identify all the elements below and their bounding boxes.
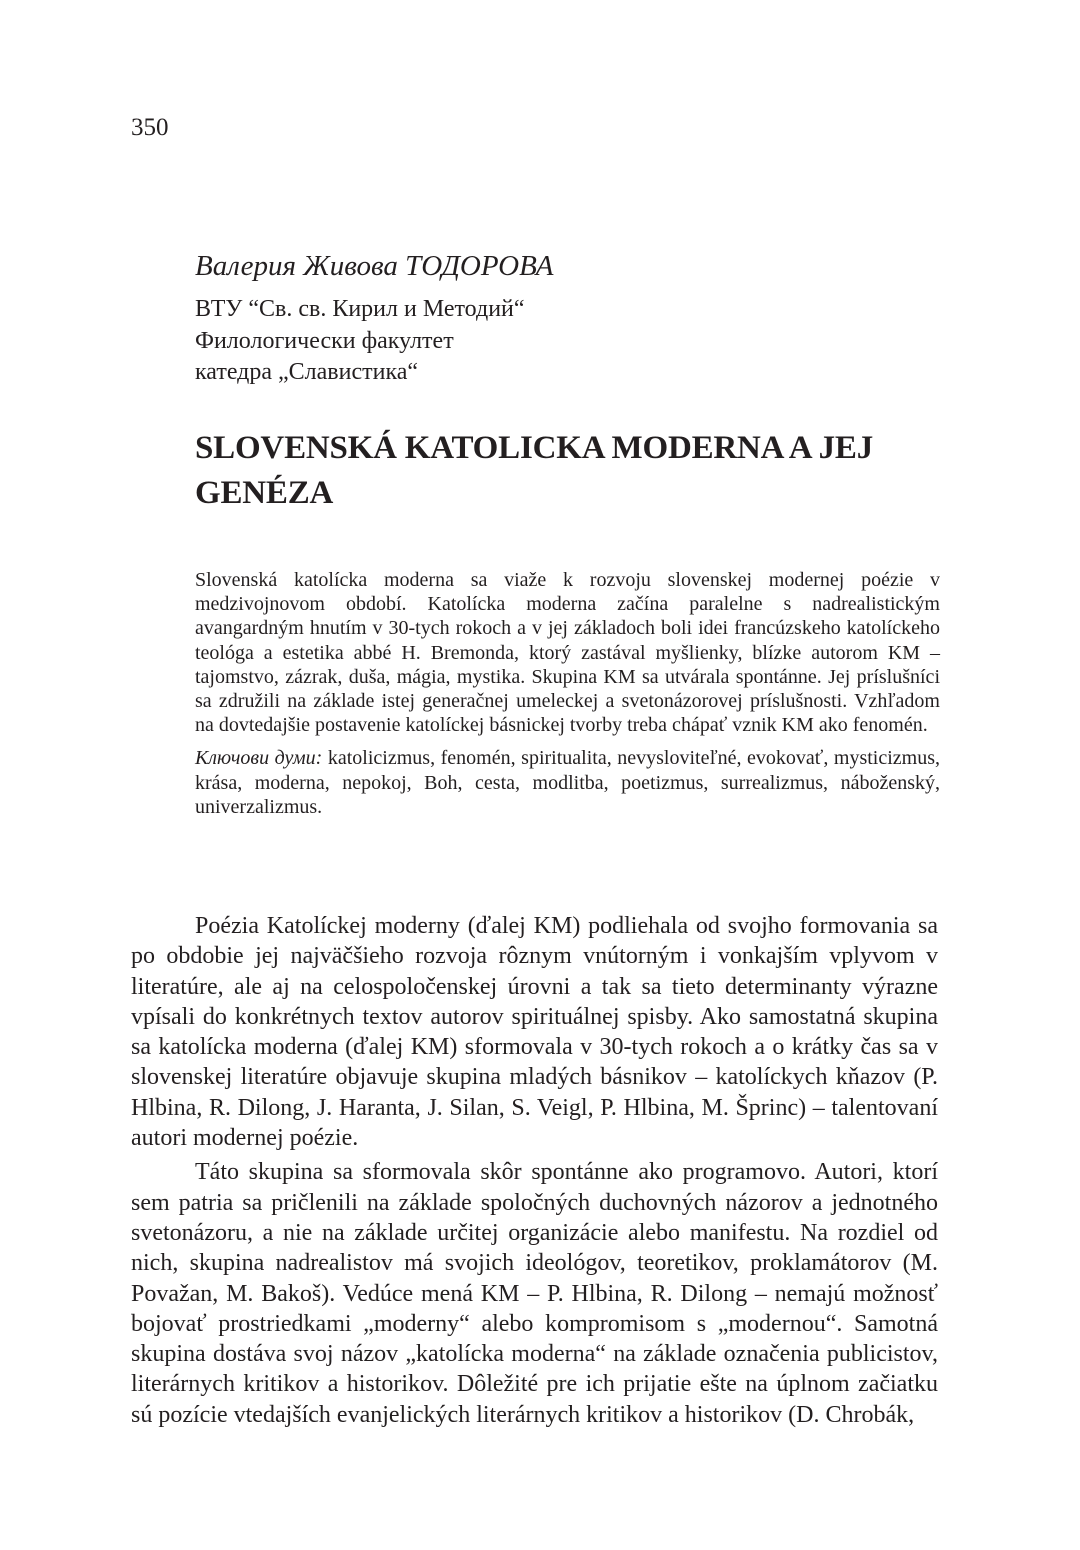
article-title: SLOVENSKÁ KATOLICKA MODERNA A JEJ GENÉZA (195, 429, 873, 511)
keywords-label: Ключови думи: (195, 747, 323, 770)
article-header (195, 248, 940, 516)
body-paragraph-1: Poézia Katolíckej moderny (ďalej KM) podliehala od svojho formovania sa po obdobie jej najväčšieho rozvoja rôznym vnútorným i vonkajším vplyvom v literatúre, ale aj na celospoločenskej úrovni a tak sa tieto determinanty výrazne vpísali do konkrétnych textov autorov spirituálnej spisby. Ako samostatná skupina sa katolícka moderna (ďalej KM) sformovala v 30-tych rokoch a o krátky čas sa v slovenskej literatúre objavuje skupina mladých básnikov – katolíckych kňazov (P. Hlbina, R. Dilong, J. Haranta, J. Silan, S. Veigl, P. Hlbina, M. Šprinc) – talentovaní autori modernej poézie. (131, 913, 938, 1152)
page-number: 350 (131, 114, 169, 141)
affiliation-department: катедра „Славистика“ (195, 359, 419, 385)
keywords (195, 746, 940, 819)
affiliation-university: ВТУ “Св. св. Кирил и Методий“ (195, 296, 525, 322)
article-body (131, 911, 938, 1434)
affiliation-faculty: Филологически факултет (195, 327, 454, 354)
body-paragraph-2: Táto skupina sa sformovala skôr spontánne ako programovo. Autori, ktorí sem patria sa pričlenili na základe spoločných duchovných názorov a jednotného svetonázoru, a nie na základe určitej organizácie alebo manifestu. Na rozdiel od nich, skupina nadrealistov má svojich ideológov, teoretikov, proklamátorov (M. Považan, M. Bakoš). Vedúce mená KM – P. Hlbina, R. Dilong – nemajú možnosť bojovať prostriedkami „moderny“ alebo kompromisom s „modernou“. Samotná skupina dostáva svoj názov „katolícka moderna“ na základe označenia publicistov, literárnych kritikov a historikov. Dôležité pre ich prijatie ešte na úplnom začiatku sú pozície vtedajších evanjelických literárnych kritikov a historikov (D. Chrobák, (131, 1159, 938, 1428)
abstract-block (195, 568, 940, 819)
abstract-text: Slovenská katolícka moderna sa viaže k rozvoju slovenskej modernej poézie v medzivojnovom období. Katolícka moderna začína paralelne s nadrealistickým avangardným hnutím v 30-tych rokoch a v jej základoch boli idei francúzskeho katolíckeho teológa a estetika abbé H. Bremonda, ktorý zastával myšlienky, blízke autorom KM – tajomstvo, zázrak, duša, mágia, mystika. Skupina KM sa utvárala spontánne. Jej príslušníci sa združili na základe istej generačnej umeleckej a svetonázorovej príslušnosti. Vzhľadom na dovtedajšie postavenie katolíckej básnickej tvorby treba chápať vznik KM ako fenomén. (195, 569, 940, 737)
author-name: Валерия Живова ТОДОРОВА (195, 250, 554, 282)
keywords-list: katolicizmus, fenomén, spiritualita, nevysloviteľné, evokovať, mysticizmus, krása, moderna, nepokoj, Boh, cesta, modlitba, poetizmus, surrealizmus, náboženský, univerzalizmus. (195, 747, 941, 818)
